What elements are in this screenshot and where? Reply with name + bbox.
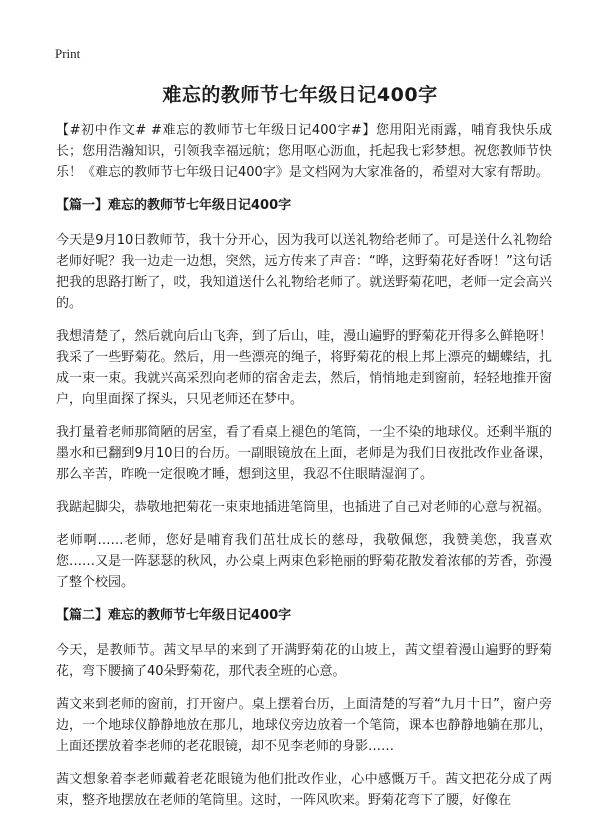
section-1-paragraph: 我踮起脚尖，恭敬地把菊花一束束地插进笔筒里，也插进了自己对老师的心意与祝福。 <box>56 500 551 515</box>
section-2-paragraph: 今天，是教师节。茜文早早的来到了开满野菊花的山坡上，茜文望着漫山遍野的野菊花，弯下腰摘了40朵野菊花，那代表全班的心意。 <box>56 643 552 679</box>
section-2-paragraph: 茜文想象着李老师戴着老花眼镜为他们批改作业，心中感慨万千。茜文把花分成了两束，整齐地摆放在老师的笔筒里。这时，一阵风吹来。野菊花弯下了腰，好像在 <box>56 772 552 808</box>
section-2-heading: 【篇二】难忘的教师节七年级日记400字 <box>56 608 292 623</box>
section-1-paragraph: 老师啊……老师，您好是哺育我们茁壮成长的慈母，我敬佩您，我赞美您，我喜欢您……又是一阵瑟瑟的秋风，办公桌上两束色彩艳丽的野菊花散发着浓郁的芳香，弥漫了整个校园。 <box>56 533 552 590</box>
article-body <box>56 120 552 823</box>
intro-paragraph: 【#初中作文# #难忘的教师节七年级日记400字#】您用阳光雨露，哺育我快乐成长；您用浩瀚知识，引领我幸福远航；您用呕心沥血，托起我七彩梦想。祝您教师节快乐！《难忘的教师节七年级日记400字》是文档网为大家准备的，希望对大家有帮助。 <box>56 123 552 180</box>
section-2-paragraph: 茜文来到老师的窗前，打开窗户。桌上摆着台历，上面清楚的写着“九月十日”，窗户旁边，一个地球仪静静地放在那儿，地球仪旁边放着一个笔筒，课本也静静地躺在那儿，上面还摆放着李老师的老花眼镜，却不见李老师的身影…… <box>56 697 552 754</box>
section-1-paragraph: 我打量着老师那简陋的居室，看了看桌上褪色的笔筒，一尘不染的地球仪。还剩半瓶的墨水和已翻到9月10日的台历。一副眼镜放在上面，老师是为我们日夜批改作业备课，那么辛苦，昨晚一定很晚才睡，想到这里，我忍不住眼睛湿润了。 <box>56 425 552 482</box>
section-1-paragraph: 我想清楚了，然后就向后山飞奔，到了后山，哇，漫山遍野的野菊花开得多么鲜艳呀！我采了一些野菊花。然后，用一些漂亮的绳子，将野菊花的根上邦上漂亮的蝴蝶结，扎成一束一束。我就兴高采烈向老师的宿舍走去，然后，悄悄地走到窗前，轻轻地推开窗户，向里面探了探头，只见老师还在梦中。 <box>56 329 552 407</box>
page-title: 难忘的教师节七年级日记400字 <box>162 84 438 106</box>
section-1-paragraph: 今天是9月10日教师节，我十分开心，因为我可以送礼物给老师了。可是送什么礼物给老师好呢？我一边走一边想，突然，远方传来了声音：“哗，这野菊花好香呀！”这句话把我的思路打断了，哎，我知道送什么礼物给老师了。就送野菊花吧，老师一定会高兴的。 <box>56 233 552 311</box>
section-1-heading: 【篇一】难忘的教师节七年级日记400字 <box>56 198 292 213</box>
print-link[interactable]: Print <box>55 46 81 61</box>
